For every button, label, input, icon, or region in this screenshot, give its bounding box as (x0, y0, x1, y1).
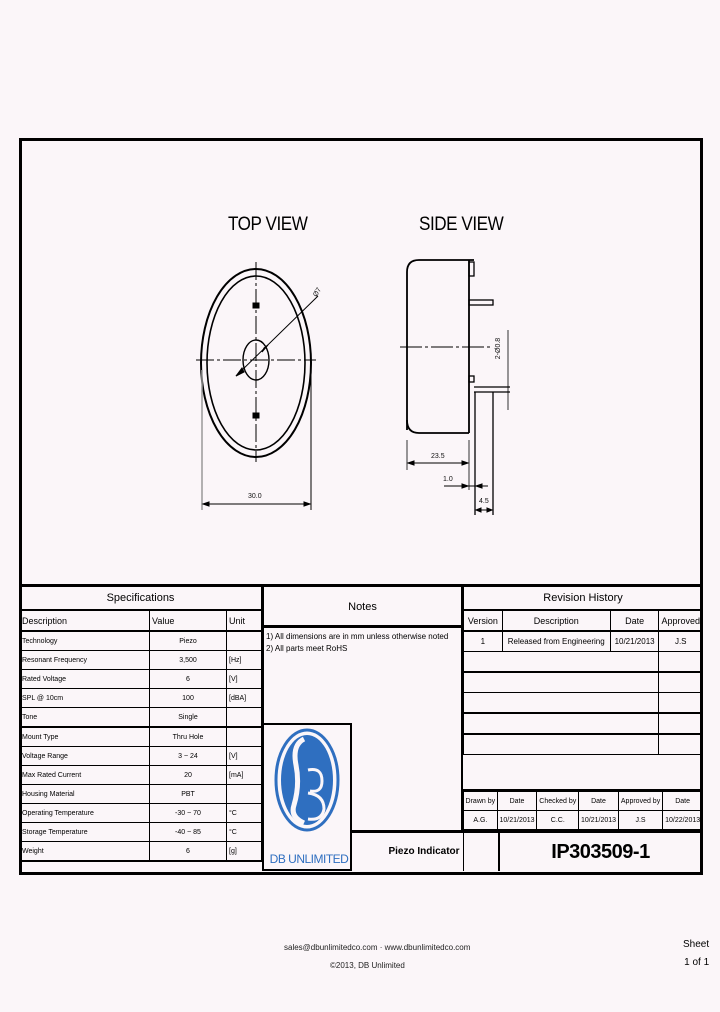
side-view-drawing (400, 260, 510, 515)
spec-row (20, 651, 262, 670)
spec-value: Piezo (150, 631, 227, 651)
top-view-title: TOP VIEW (228, 214, 308, 235)
footer-copyright: ©2013, DB Unlimited (330, 961, 405, 970)
side-view-title: SIDE VIEW (419, 214, 504, 235)
spec-row (20, 727, 262, 747)
blank-cell (463, 830, 500, 871)
dim-pin-pitch: 4.5 (479, 498, 489, 505)
spec-value: 3 ~ 24 (150, 747, 227, 766)
revision-history-table (463, 584, 703, 755)
dim-pin-dia: 2-Ø0.8 (495, 337, 503, 360)
spec-row (20, 708, 262, 728)
spec-value: 3,500 (150, 651, 227, 670)
spec-value: -30 ~ 70 (150, 804, 227, 823)
rev-header-description: Description (502, 610, 610, 631)
db-logo-icon (264, 725, 350, 840)
signoff-header-date: Date (579, 791, 619, 811)
spec-value: 6 (150, 670, 227, 689)
spec-header-unit: Unit (227, 610, 262, 631)
spec-value: Single (150, 708, 227, 728)
signoff-header-date: Date (663, 791, 703, 811)
revision-row-empty (464, 672, 703, 693)
spec-description: Voltage Range (20, 747, 150, 766)
spec-unit: [V] (227, 670, 262, 689)
company-logo (262, 723, 352, 871)
signoff-header-date: Date (497, 791, 537, 811)
revision-history-title: Revision History (464, 586, 703, 611)
spec-value: 6 (150, 842, 227, 862)
rev-header-approved: Approved (659, 610, 703, 631)
note-line: 1) All dimensions are in mm unless otherwise noted (266, 632, 449, 641)
rev-header-version: Version (464, 610, 503, 631)
spec-description: Max Rated Current (20, 766, 150, 785)
spec-value: -40 ~ 85 (150, 823, 227, 842)
spec-value: 20 (150, 766, 227, 785)
notes-title: Notes (264, 587, 461, 628)
dim-height: 23.5 (431, 453, 445, 460)
spec-description: Tone (20, 708, 150, 728)
sheet-label: Sheet (683, 939, 710, 950)
spec-row (20, 785, 262, 804)
dim-hole: Ø7 (312, 286, 324, 299)
spec-description: SPL @ 10cm (20, 689, 150, 708)
spec-row (20, 689, 262, 708)
revision-row-empty (464, 693, 703, 714)
product-name: Piezo Indicator (350, 830, 500, 871)
signoff-table (463, 789, 703, 830)
top-view-drawing (196, 262, 318, 510)
spec-unit: °C (227, 823, 262, 842)
spec-unit: [Hz] (227, 651, 262, 670)
spec-description: Resonant Frequency (20, 651, 150, 670)
part-number: IP303509-1 (498, 830, 701, 871)
rev-description: Released from Engineering (502, 631, 610, 652)
spec-unit: [mA] (227, 766, 262, 785)
signoff-header-checked-by: Checked by (537, 791, 579, 811)
spec-description: Weight (20, 842, 150, 862)
spec-unit: [g] (227, 842, 262, 862)
spec-row (20, 766, 262, 785)
revision-row (464, 631, 703, 652)
revision-row-empty (464, 713, 703, 734)
logo-text: DB UNLIMITED (269, 852, 349, 866)
footer-contact: sales@dbunlimitedco.com · www.dbunlimitedco.com (284, 943, 471, 952)
spec-description: Mount Type (20, 727, 150, 747)
spec-unit (227, 727, 262, 747)
title-block-area (19, 584, 703, 872)
spec-unit (227, 708, 262, 728)
spec-description: Technology (20, 631, 150, 651)
signoff-drawn-by: A.G. (464, 811, 498, 830)
spec-unit: °C (227, 804, 262, 823)
spec-row (20, 842, 262, 862)
dim-diameter: 30.0 (248, 493, 262, 500)
rev-version: 1 (464, 631, 503, 652)
signoff-drawn-date: 10/21/2013 (497, 811, 537, 830)
rev-header-date: Date (610, 610, 659, 631)
dim-pin-offset: 1.0 (443, 476, 453, 483)
sheet-number: 1 of 1 (684, 957, 710, 968)
signoff-header-approved-by: Approved by (618, 791, 662, 811)
signoff-approved-by: J.S (618, 811, 662, 830)
revision-row-empty (464, 734, 703, 755)
spec-value: Thru Hole (150, 727, 227, 747)
spec-unit (227, 785, 262, 804)
spec-header-description: Description (20, 610, 150, 631)
spec-row (20, 670, 262, 689)
specifications-title: Specifications (20, 586, 262, 611)
rev-approved: J.S (659, 631, 703, 652)
spec-unit: [dBA] (227, 689, 262, 708)
spec-description: Storage Temperature (20, 823, 150, 842)
spec-unit: [V] (227, 747, 262, 766)
revision-row-empty (464, 652, 703, 673)
spec-value: PBT (150, 785, 227, 804)
spec-row (20, 747, 262, 766)
spec-description: Rated Voltage (20, 670, 150, 689)
note-line: 2) All parts meet RoHS (266, 644, 348, 653)
signoff-checked-by: C.C. (537, 811, 579, 830)
spec-row (20, 631, 262, 651)
spec-description: Operating Temperature (20, 804, 150, 823)
spec-description: Housing Material (20, 785, 150, 804)
spec-header-value: Value (150, 610, 227, 631)
spec-row (20, 804, 262, 823)
sheet-info (683, 939, 709, 975)
rev-date: 10/21/2013 (610, 631, 659, 652)
signoff-checked-date: 10/21/2013 (579, 811, 619, 830)
signoff-header-drawn-by: Drawn by (464, 791, 498, 811)
spec-row (20, 823, 262, 842)
specifications-table (19, 584, 262, 862)
signoff-approved-date: 10/22/2013 (663, 811, 703, 830)
spec-unit (227, 631, 262, 651)
spec-value: 100 (150, 689, 227, 708)
